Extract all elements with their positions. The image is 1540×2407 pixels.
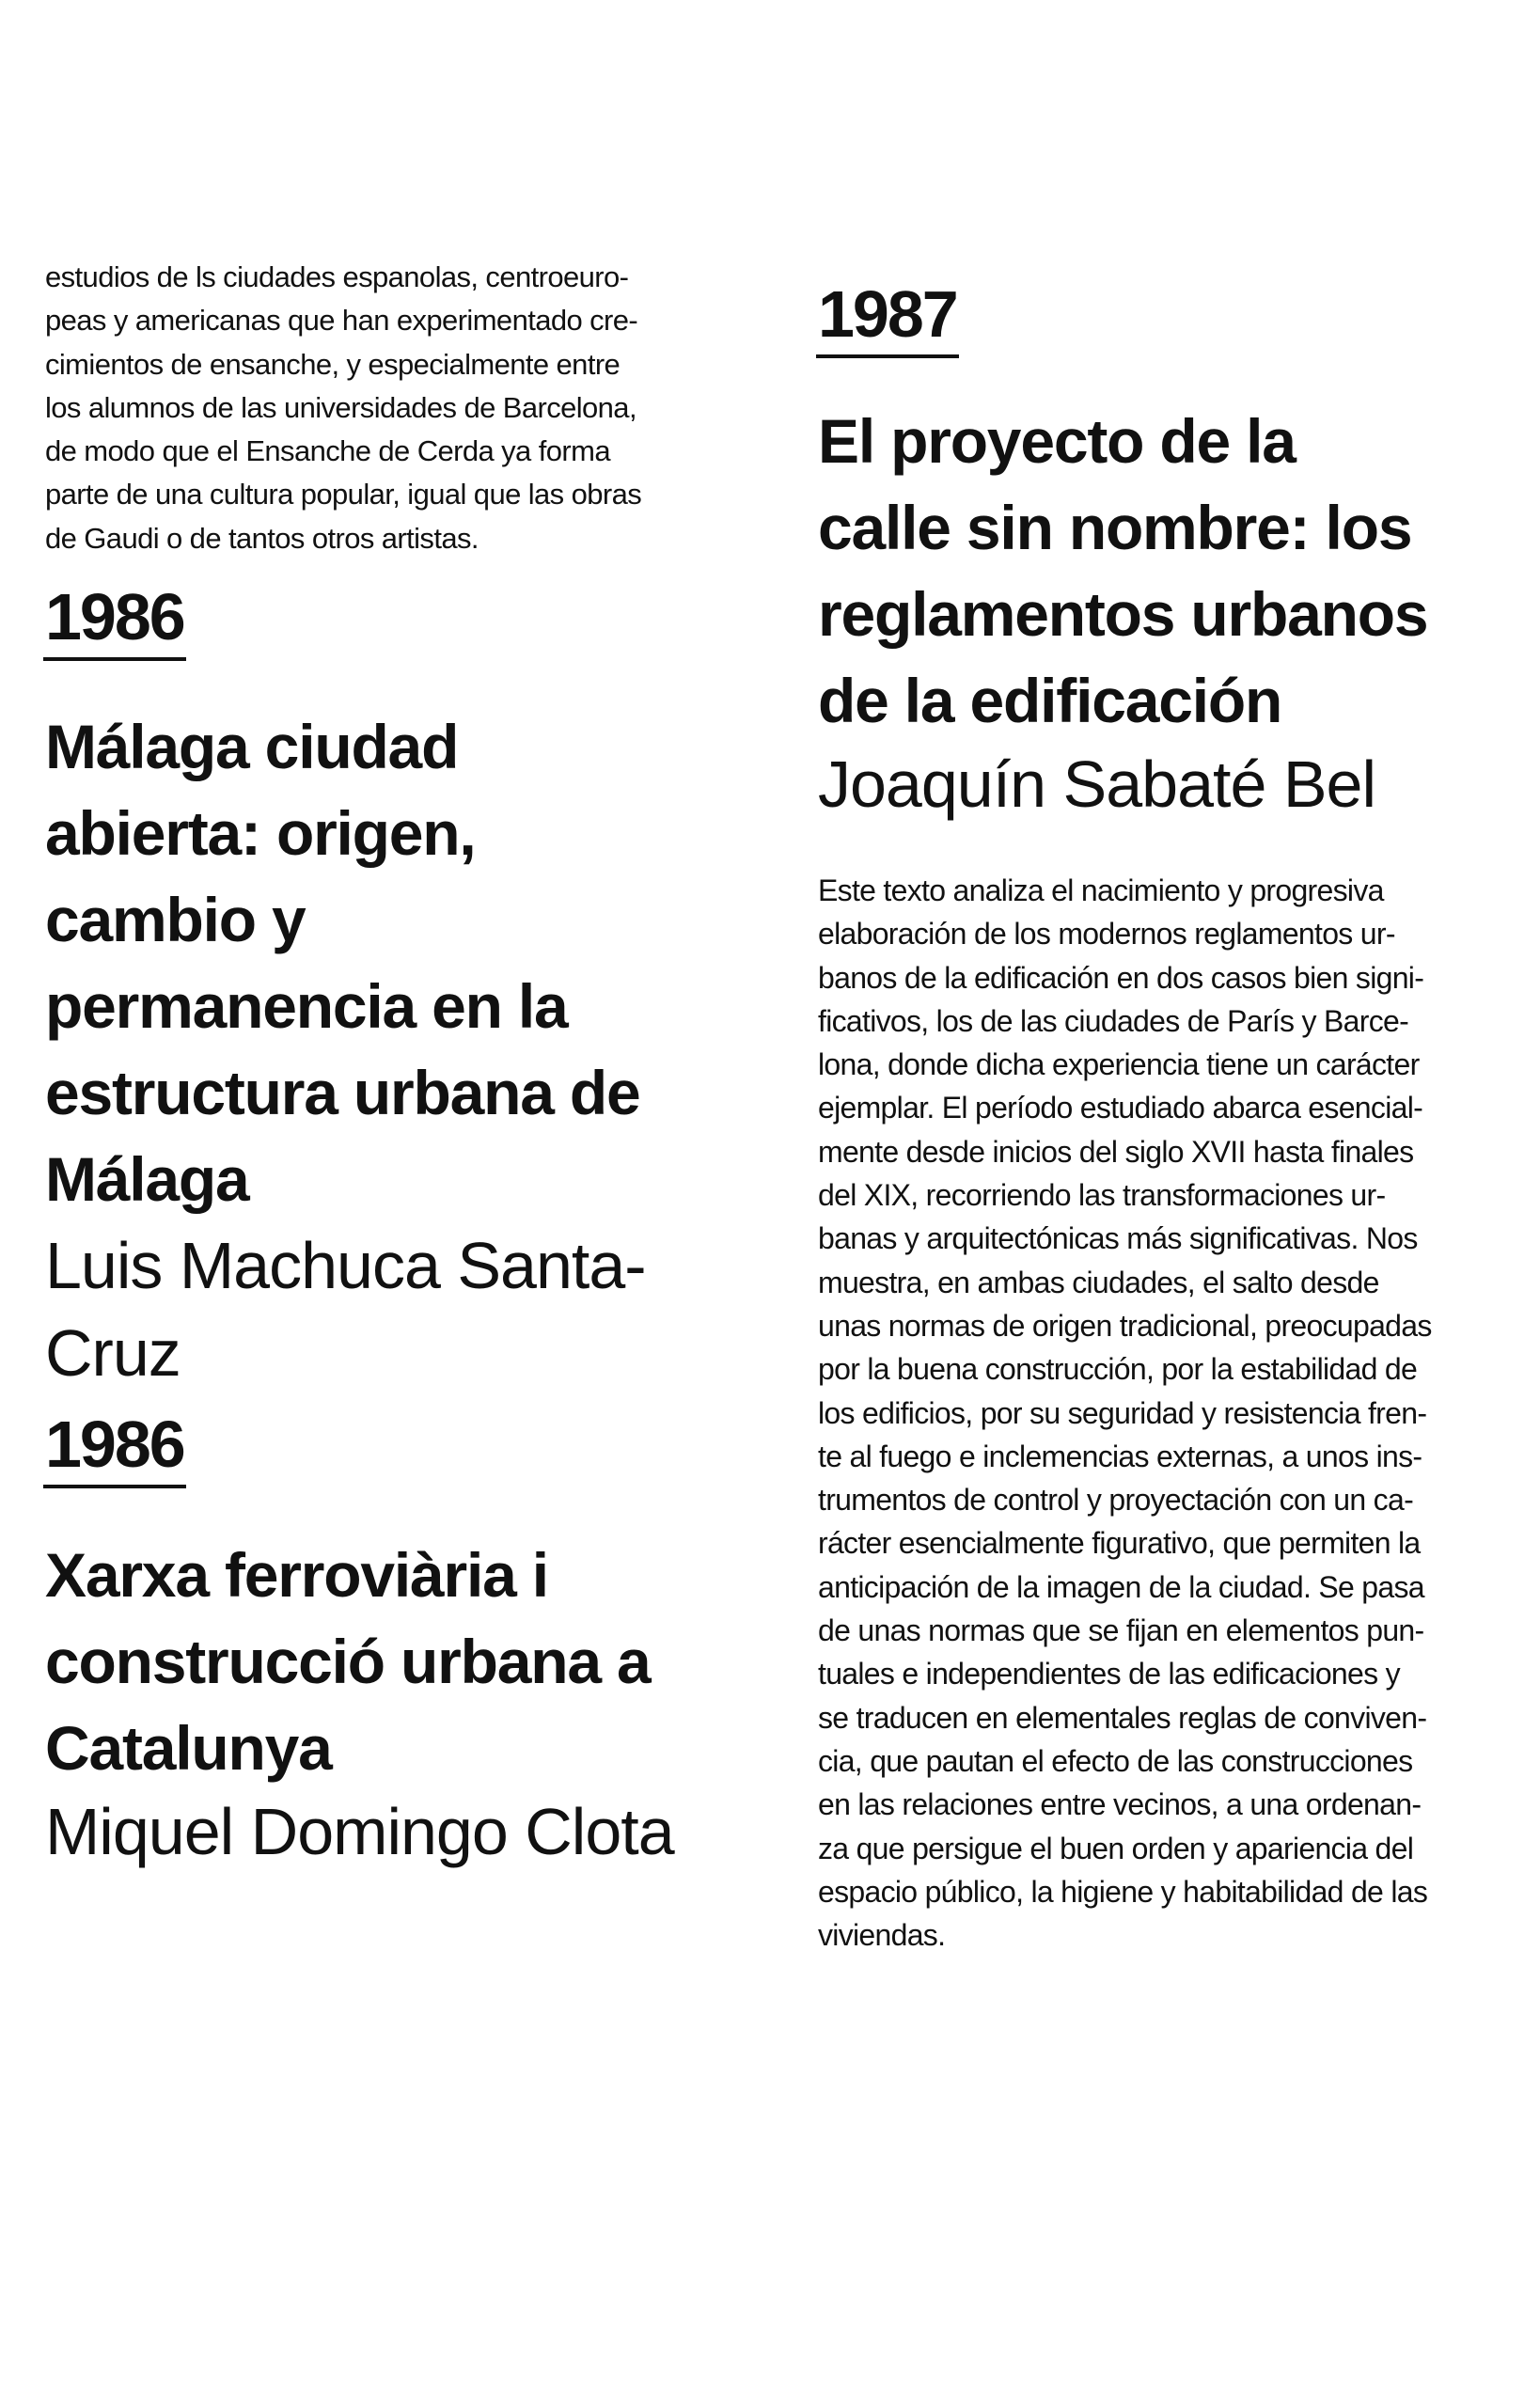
paragraph-line: peas y americanas que han experimentado cre- [45,304,638,338]
abstract-line: cia, que pautan el efecto de las construcciones [818,1743,1413,1778]
title-line: abierta: origen, [45,798,476,868]
paragraph-line: cimientos de ensanche, y especialmente entre [45,347,621,381]
abstract-line: muestra, en ambas ciudades, el salto desde [818,1265,1379,1299]
author-line: Miquel Domingo Clota [45,1795,674,1868]
title-line: estructura urbana de [45,1058,640,1127]
entry-author [45,1788,674,1876]
abstract-line: espacio público, la higiene y habitabilidad de las [818,1874,1428,1909]
abstract-line: elaboración de los modernos reglamentos ur- [818,917,1395,952]
entry-author [45,1222,646,1397]
abstract-line: banos de la edificación en dos casos bien signi- [818,960,1424,995]
abstract-line: Este texto analiza el nacimiento y progresiva [818,873,1384,907]
author-line: Cruz [45,1316,181,1390]
title-line: Xarxa ferroviària i [45,1540,548,1610]
abstract-line: za que persigue el buen orden y apariencia del [818,1831,1414,1865]
abstract-line: banas y arquitectónicas más significativas. Nos [818,1221,1418,1256]
paragraph-line: parte de una cultura popular, igual que las obras [45,478,642,511]
title-line: construcció urbana a [45,1627,651,1696]
abstract-line: ejemplar. El período estudiado abarca esencial- [818,1091,1423,1125]
paragraph-line: estudios de ls ciudades espanolas, centroeuro- [45,260,629,293]
intro-paragraph [45,256,641,560]
abstract-line: te al fuego e inclemencias externas, a unos ins- [818,1439,1422,1473]
paragraph-line: de Gaudi o de tantos otros artistas. [45,521,479,555]
entry-title [45,1532,651,1791]
entry-author [818,741,1375,828]
title-line: El proyecto de la [818,406,1296,476]
abstract-line: viviendas. [818,1918,946,1953]
abstract-line: de unas normas que se fijan en elementos pun- [818,1613,1424,1648]
abstract-line: mente desde inicios del siglo XVII hasta finales [818,1134,1414,1169]
abstract-line: en las relaciones entre vecinos, a una ordenan- [818,1787,1422,1822]
entry-year: 1986 [43,1411,186,1488]
abstract-line: rácter esencialmente figurativo, que permiten la [818,1526,1421,1561]
title-line: Málaga [45,1144,249,1214]
entry-year: 1987 [816,281,959,358]
abstract-line: anticipación de la imagen de la ciudad. Se pasa [818,1569,1424,1604]
abstract-line: lona, donde dicha experiencia tiene un carácter [818,1047,1420,1082]
title-line: de la edificación [818,666,1282,735]
abstract-line: se traducen en elementales reglas de conviven- [818,1700,1427,1735]
author-line: Joaquín Sabaté Bel [818,747,1376,821]
paragraph-line: de modo que el Ensanche de Cerda ya forma [45,434,610,468]
paragraph-line: los alumnos de las universidades de Barcelona, [45,390,636,424]
author-line: Luis Machuca Santa- [45,1229,646,1302]
title-line: cambio y [45,885,306,954]
abstract-line: ficativos, los de las ciudades de París y Barce- [818,1003,1409,1038]
abstract-line: tuales e independientes de las edificaciones y [818,1657,1400,1691]
abstract-line: del XIX, recorriendo las transformaciones ur- [818,1178,1386,1213]
title-line: permanencia en la [45,971,568,1041]
title-line: reglamentos urbanos [818,579,1428,649]
title-line: Málaga ciudad [45,712,459,781]
entry-year: 1986 [43,584,186,661]
title-line: Catalunya [45,1713,332,1783]
entry-title [818,398,1427,744]
abstract-line: trumentos de control y proyectación con un ca- [818,1483,1414,1518]
abstract-line: unas normas de origen tradicional, preocupadas [818,1308,1432,1343]
abstract-line: los edificios, por su seguridad y resistencia fren- [818,1395,1427,1430]
abstract-paragraph [818,869,1432,1957]
abstract-line: por la buena construcción, por la estabilidad de [818,1352,1418,1387]
title-line: calle sin nombre: los [818,493,1412,562]
entry-title [45,703,640,1222]
